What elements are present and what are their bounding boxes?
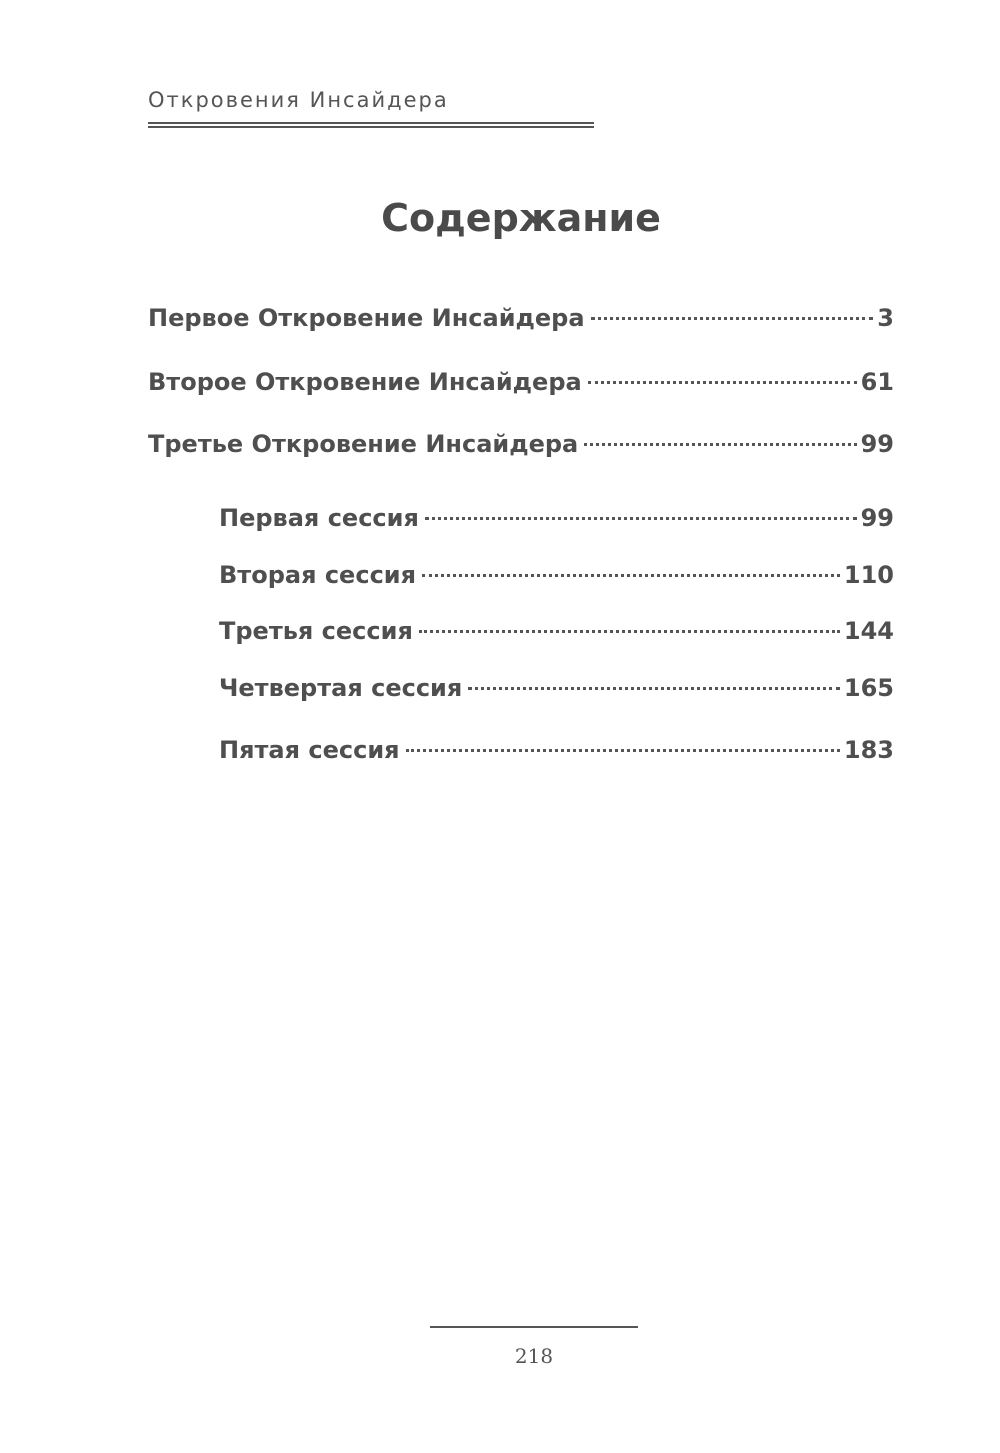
toc-entry-label: Пятая сессия [219, 736, 400, 764]
dot-leader [468, 687, 840, 690]
dot-leader [422, 574, 840, 577]
toc-entry-first-session[interactable] [219, 500, 894, 536]
toc-entry-label: Второе Откровение Инсайдера [148, 368, 582, 396]
toc-entry-label: Четвертая сессия [219, 674, 463, 702]
toc-entry-page: 99 [860, 430, 894, 458]
toc-entry-page: 110 [843, 561, 894, 589]
toc-entry-fifth-session[interactable] [219, 732, 894, 768]
toc-entry-page: 99 [860, 504, 894, 532]
toc-entry-first-revelation[interactable] [148, 300, 894, 336]
dot-leader [588, 381, 857, 384]
toc-entry-page: 183 [843, 736, 894, 764]
toc-entry-third-revelation[interactable] [148, 426, 894, 462]
toc-entry-third-session[interactable] [219, 613, 894, 649]
toc-entry-fourth-session[interactable] [219, 670, 894, 706]
page-number: 218 [514, 1344, 554, 1368]
toc-entry-second-session[interactable] [219, 557, 894, 593]
page-title: Содержание [381, 196, 661, 240]
toc-entry-label: Вторая сессия [219, 561, 417, 589]
toc-entry-label: Третье Откровение Инсайдера [148, 430, 579, 458]
dot-leader [419, 630, 840, 633]
toc-entry-label: Первое Откровение Инсайдера [148, 304, 585, 332]
toc-entry-page: 144 [843, 617, 894, 645]
toc-entry-page: 61 [860, 368, 894, 396]
dot-leader [425, 517, 857, 520]
dot-leader [406, 749, 840, 752]
toc-entry-page: 165 [843, 674, 894, 702]
dot-leader [584, 443, 856, 446]
toc-entry-page: 3 [877, 304, 894, 332]
toc-entry-label: Первая сессия [219, 504, 419, 532]
dot-leader [591, 317, 874, 320]
toc-entry-label: Третья сессия [219, 617, 413, 645]
footer-rule [430, 1326, 638, 1328]
running-head: Откровения Инсайдера [148, 88, 449, 112]
running-head-rule [148, 122, 594, 128]
toc-entry-second-revelation[interactable] [148, 364, 894, 400]
